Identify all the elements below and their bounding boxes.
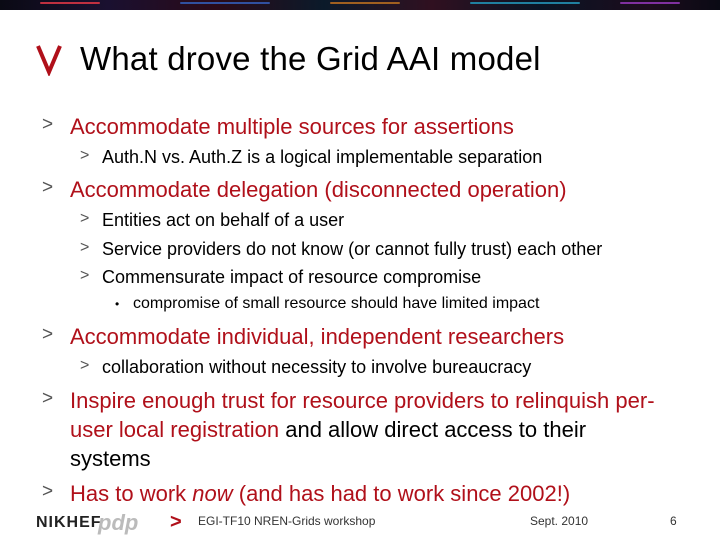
- bullet-4-line-2: [70, 417, 586, 443]
- bullet-5-text-end: (and has had to work since 2002!): [232, 481, 571, 506]
- sub-bullet-2-1: Entities act on behalf of a user: [102, 210, 345, 230]
- banner-streak: [40, 2, 100, 4]
- dot-bullet-marker: •: [115, 297, 120, 311]
- bullet-4-rest: and allow direct access to their: [279, 417, 587, 442]
- sub-sub-bullet-2-3-1: compromise of small resource should have limited impact: [133, 295, 540, 312]
- sub-bullet-marker: >: [80, 267, 90, 284]
- bullet-4-line-3: systems: [70, 446, 151, 471]
- bullet-5-text: Has to work: [70, 481, 193, 506]
- banner-streak: [470, 2, 580, 4]
- banner-streak: [330, 2, 400, 4]
- chevron-down-icon: [36, 42, 62, 76]
- slide-footer: [0, 508, 720, 540]
- banner-streak: [180, 2, 270, 4]
- footer-event: EGI-TF10 NREN-Grids workshop: [198, 514, 376, 528]
- footer-date: Sept. 2010: [530, 514, 589, 528]
- sub-bullet-marker: >: [80, 147, 90, 164]
- bullet-5-emphasis: now: [192, 481, 233, 506]
- sub-bullet-2-3: Commensurate impact of resource compromise: [102, 267, 482, 287]
- bullet-4-line-1: Inspire enough trust for resource providers to relinquish per-: [70, 388, 655, 413]
- bullet-marker: >: [42, 177, 54, 198]
- slide-title: What drove the Grid AAI model: [80, 40, 541, 77]
- bullet-marker: >: [42, 481, 54, 502]
- bullet-marker: >: [42, 114, 54, 135]
- header-banner-image: [0, 0, 720, 10]
- pdp-logo: pdp: [98, 510, 139, 535]
- bullet-3: Accommodate individual, independent researchers: [70, 324, 565, 349]
- sub-bullet-marker: >: [80, 357, 90, 374]
- nikhef-logo: NIKHEF: [36, 514, 102, 531]
- sub-bullet-marker: >: [80, 210, 90, 227]
- bullet-5: [70, 481, 570, 507]
- bullet-2: Accommodate delegation (disconnected operation): [70, 177, 567, 202]
- page-number: 6: [670, 514, 677, 528]
- bullet-1: Accommodate multiple sources for assertions: [70, 114, 514, 139]
- bullet-4-highlight: user local registration: [70, 417, 280, 442]
- footer-chevron-icon: >: [170, 511, 182, 533]
- sub-bullet-2-2: Service providers do not know (or cannot fully trust) each other: [102, 239, 603, 259]
- sub-bullet-marker: >: [80, 239, 90, 256]
- bullet-marker: >: [42, 388, 54, 409]
- sub-bullet-3-1: collaboration without necessity to involve bureaucracy: [102, 357, 532, 377]
- banner-streak: [620, 2, 680, 4]
- sub-bullet-1-1: Auth.N vs. Auth.Z is a logical implementable separation: [102, 147, 543, 167]
- bullet-marker: >: [42, 324, 54, 345]
